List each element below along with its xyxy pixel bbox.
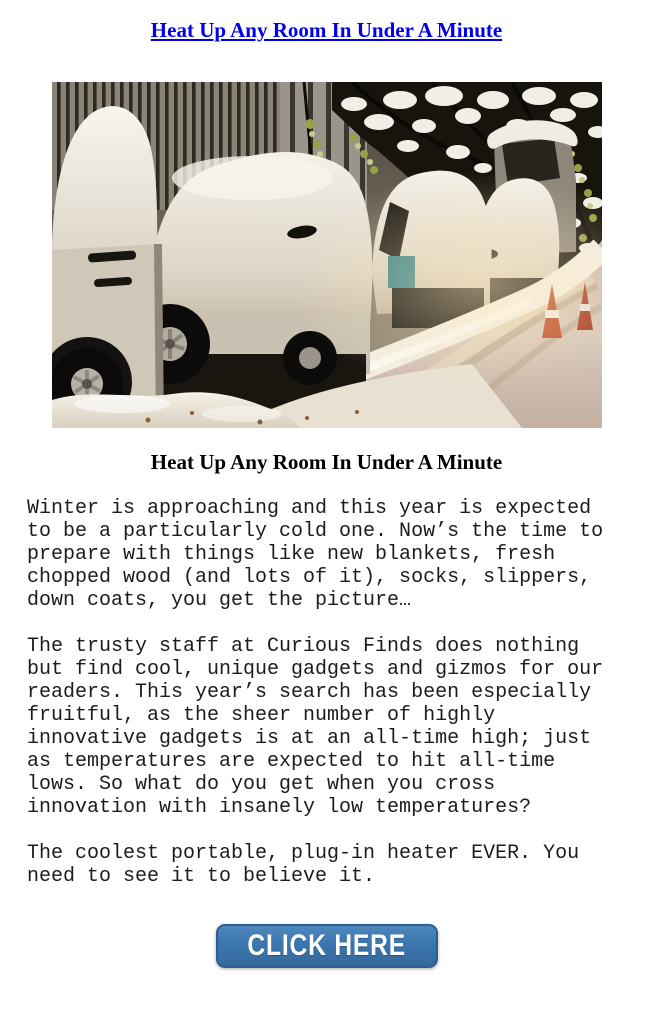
article-headline: Heat Up Any Room In Under A Minute [150,450,503,474]
top-headline-link[interactable]: Heat Up Any Room In Under A Minute [150,18,503,42]
email-page [0,18,653,991]
article-body [27,497,609,888]
cta-row [0,924,653,968]
paragraph-winter: Winter is approaching and this year is expected to be a particularly cold one. Now’s the time to prepare with things like new blankets, fresh chopped wood (and lots of it), socks, slippers, down coats, you get the picture… [27,497,604,612]
snowy-cars-photo [52,82,602,428]
paragraph-curious-finds: The trusty staff at Curious Finds does nothing but find cool, unique gadgets and gizmos for our readers. This year’s search has been especially fruitful, as the sheer number of highly innovative gadgets is at an all-time high; just as temperatures are expected to hit all-time lows. So what do you get when you cross innovation with insanely low temperatures? [27,635,604,819]
click-here-label: CLICK HERE [247,929,406,962]
paragraph-heater: The coolest portable, plug-in heater EVER. You need to see it to believe it. [27,842,580,888]
hero-image [52,82,602,428]
click-here-button[interactable] [216,924,438,968]
bottom-spacer [0,968,653,991]
